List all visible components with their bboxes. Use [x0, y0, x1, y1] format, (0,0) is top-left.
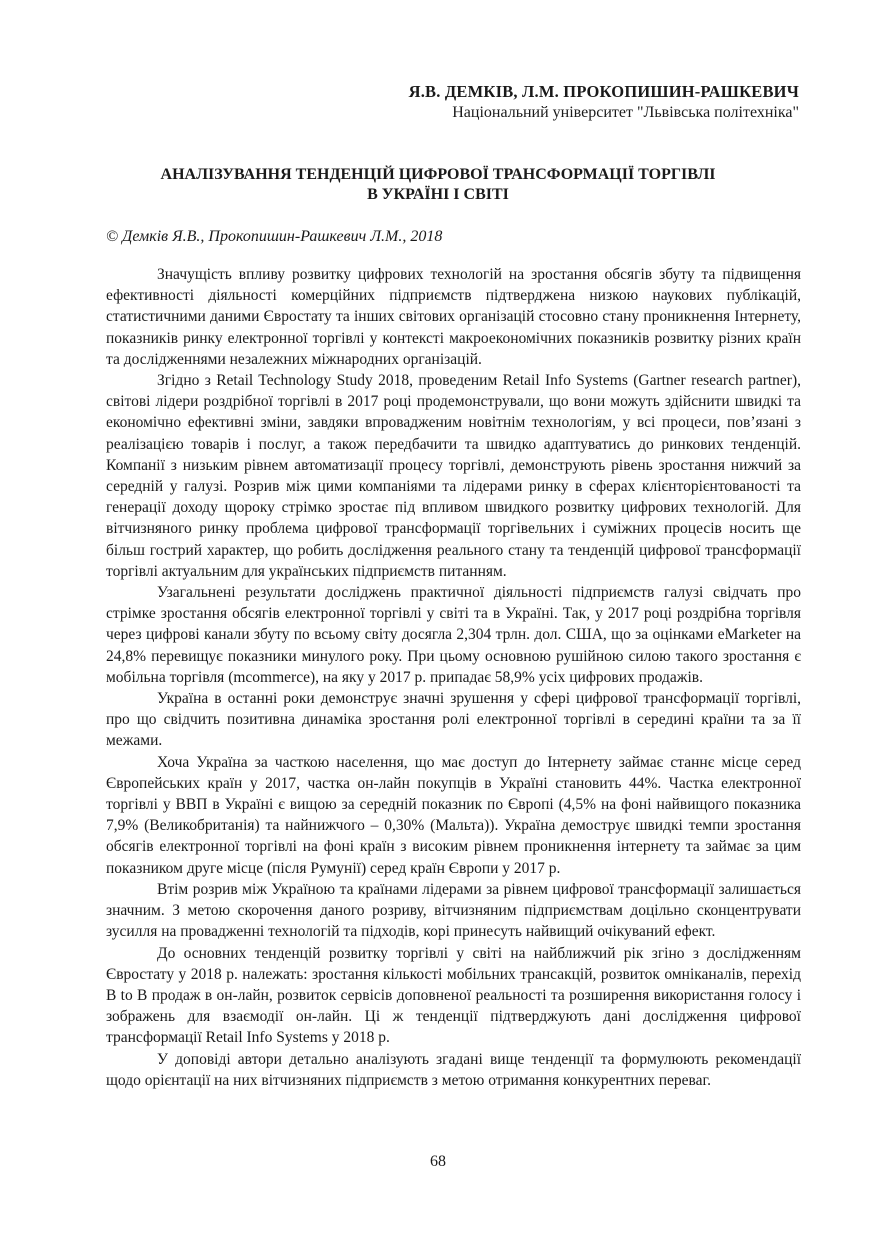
paragraph: Згідно з Retail Technology Study 2018, проведеним Retail Info Systems (Gartner research partner), світові лідери роздрібної торгівлі в 2017 році продемонстрували, що вони можуть здійснити швидкі та економічно ефективні зміни, завдяки впровадженим новітнім технологіям, у всі процеси, пов’язані з реалізацією товарів і послуг, а також передбачити та швидко адаптуватись до ринкових тенденцій. Компанії з низьким рівнем автоматизації процесу торгівлі, демонструють рівень зростання нижчий за середній у галузі. Розрив між цими компаніями та лідерами ринку в сферах клієнторієнтованості та генерації доходу щороку стрімко зростає під впливом швидкого розвитку цифрових технологій. Для вітчизняного ринку проблема цифрової трансформації торгівельних і суміжних процесів носить ще більш гострий характер, що робить дослідження реального стану та тенденцій цифрової трансформації торгівлі актуальним для українських підприємств питанням. — [106, 372, 801, 580]
paragraph: Хоча Україна за часткою населення, що має доступ до Інтернету займає станнє місце серед Європейських країн у 2017, частка он-лайн покупців в Україні становить 44%. Частка електронної торгівлі у ВВП в Україні є вищою за середній показник по Європі (4,5% на фоні найвищого показника 7,9% (Великобританія) та найнижчого – 0,30% (Мальта)). Україна демострує швидкі темпи зростання обсягів електронної торгівлі на фоні країн з високим рівнем проникнення інтернету та займає за цим показником друге місце (після Румунії) серед країн Європи у 2017 р. — [106, 753, 801, 877]
paragraph: Узагальнені результати досліджень практичної діяльності підприємств галузі свідчать про стрімке зростання обсягів електронної торгівлі у світі та в Україні. Так, у 2017 році роздрібна торгівля через цифрові канали збуту по всьому світу досягла 2,304 трлн. дол. США, що за оцінками eMarketer на 24,8% перевищує показники минулого року. При цьому основною рушійною силою такого зростання є мобільна торгівля (mcommerce), на яку у 2017 р. припадає 58,9% усіх цифрових продажів. — [106, 584, 801, 686]
authors: Я.В. ДЕМКІВ, Л.М. ПРОКОПИШИН-РАШКЕВИЧ — [408, 82, 799, 101]
affiliation: Національний університет "Львівська політехніка" — [452, 104, 799, 121]
paragraph: Значущість впливу розвитку цифрових технологій на зростання обсягів збуту та підвищення ефективності діяльності комерційних підприємств підтверджена низкою наукових публікацій, статистичними даними Євростату та інших світових організацій стосовно стану проникнення Інтернету, показників ринку електронної торгівлі у контексті макроекономічних показників розвитку різних країн та дослідженнями незалежних міжнародних організацій. — [106, 266, 801, 368]
paragraph: Втім розрив між Україною та країнами лідерами за рівнем цифрової трансформації залишається значним. З метою скорочення даного розриву, вітчизняним підприємствам доцільно сконцентрувати зусилля на провадженні технологій та підходів, корі принесуть найвищий очікуваний ефект. — [106, 880, 801, 941]
paper-title — [0, 165, 876, 205]
title-line-2: В УКРАЇНІ І СВІТІ — [367, 186, 509, 203]
title-line-1: АНАЛІЗУВАННЯ ТЕНДЕНЦІЙ ЦИФРОВОЇ ТРАНСФОРМАЦІЇ ТОРГІВЛІ — [160, 166, 716, 183]
body-text — [106, 264, 801, 1091]
copyright-line: © Демків Я.В., Прокопишин-Рашкевич Л.М., 2018 — [106, 228, 443, 245]
paragraph: У доповіді автори детально аналізують згадані вище тенденції та формулюють рекомендації щодо орієнтації на них вітчизняних підприємств з метою отримання конкурентних переваг. — [106, 1050, 801, 1089]
page-number: 68 — [430, 1153, 446, 1170]
paragraph: До основних тенденцій розвитку торгівлі у світі на найближчий рік згіно з дослідженням Євростату у 2018 р. належать: зростання кількості мобільних трансакцій, розвиток омніканалів, перехід B to B продаж в он-лайн, розвиток сервісів доповненої реальності та розширення використання голосу і зображень для взаємодії он-лайн. Ці ж тенденції підтверджують дані дослідження цифрової трансформації Retail Info Systems у 2018 р. — [106, 944, 801, 1047]
paragraph: Україна в останні роки демонструє значні зрушення у сфері цифрової трансформації торгівлі, про що свідчить позитивна динаміка зростання ролі електронної торгівлі в середині країни та за її межами. — [106, 690, 801, 750]
